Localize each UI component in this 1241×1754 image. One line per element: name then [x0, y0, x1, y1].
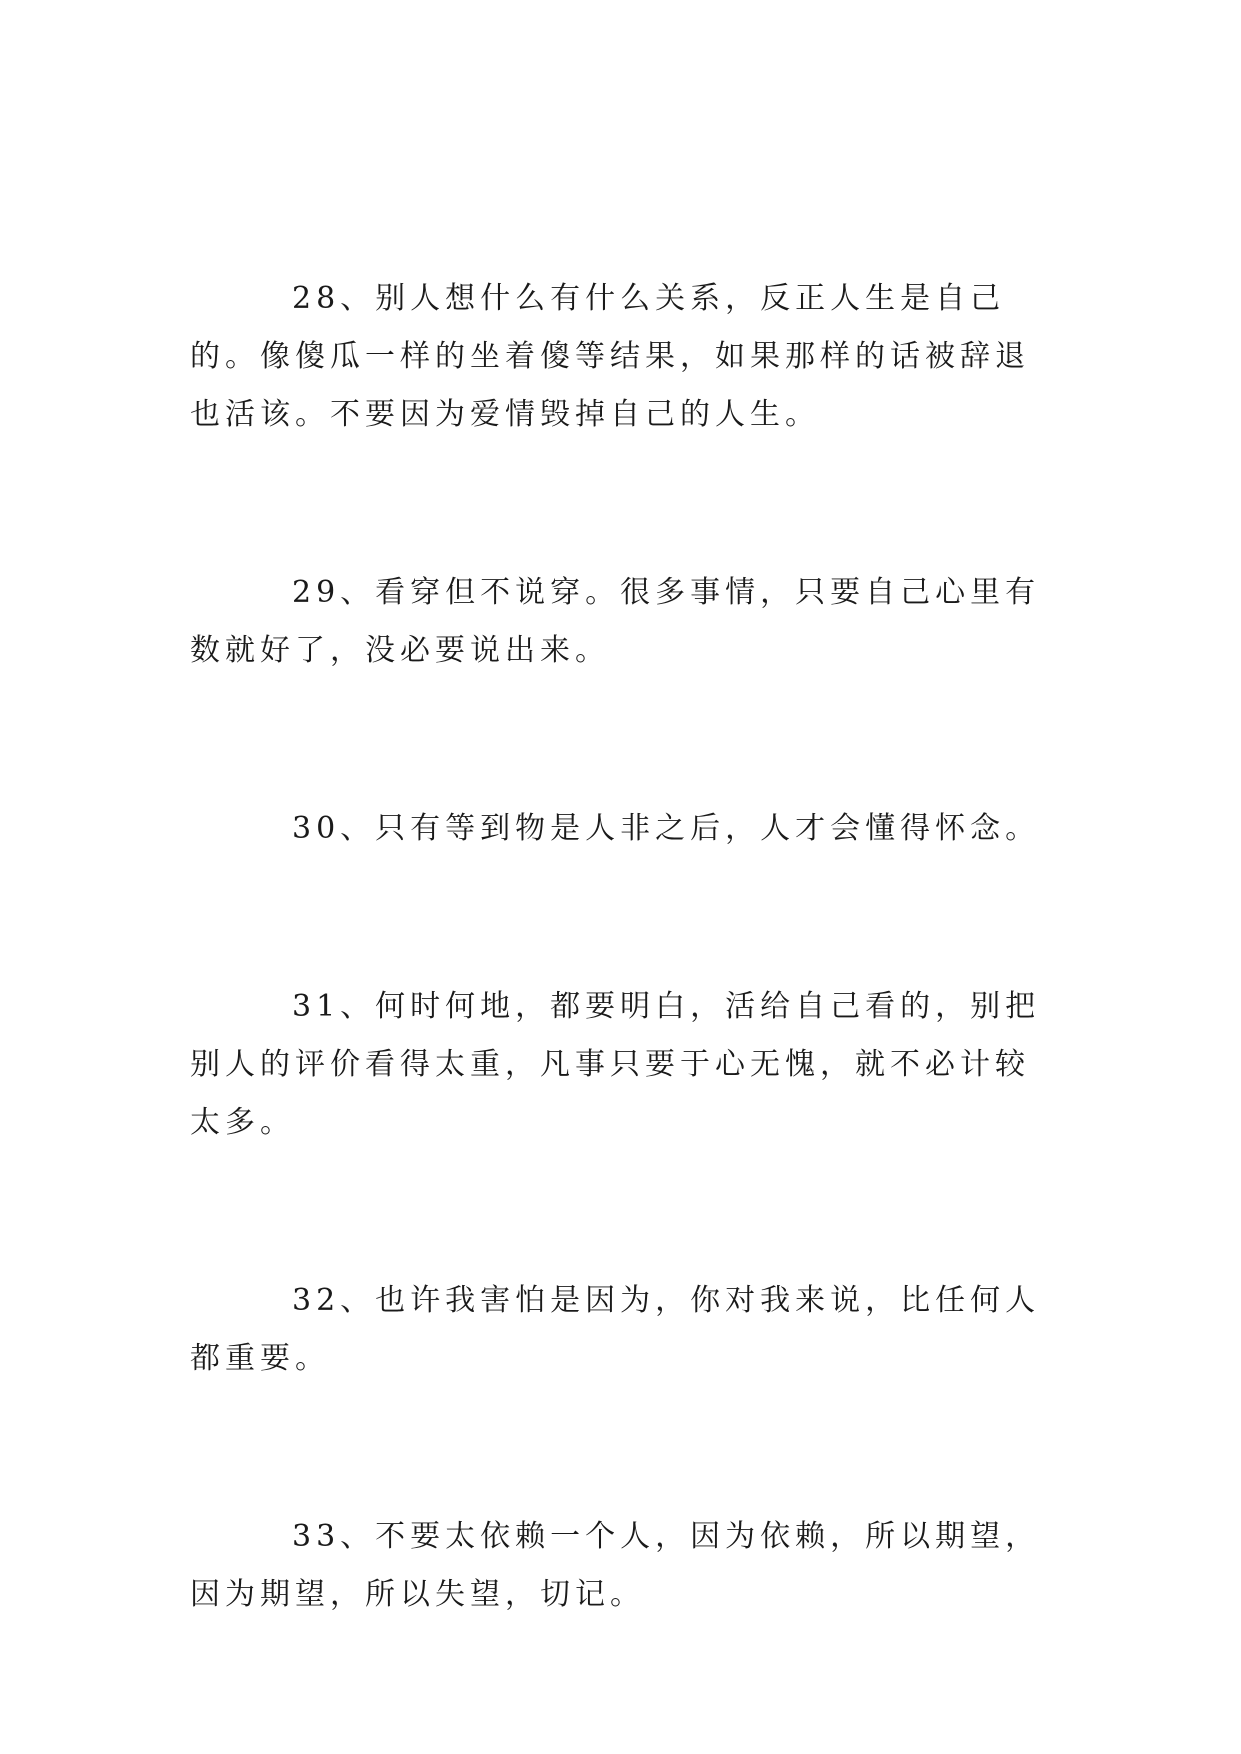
paragraph-29: 29、看穿但不说穿。很多事情，只要自己心里有数就好了，没必要说出来。 — [190, 575, 1041, 668]
paragraph-31: 31、何时何地，都要明白，活给自己看的，别把别人的评价看得太重，凡事只要于心无愧，就不必计较太多。 — [190, 989, 1041, 1140]
paragraph-28: 28、别人想什么有什么关系，反正人生是自己的。像傻瓜一样的坐着傻等结果，如果那样的话被辞退也活该。不要因为爱情毁掉自己的人生。 — [190, 281, 1030, 432]
document-body — [190, 270, 1052, 1624]
paragraph-32: 32、也许我害怕是因为，你对我来说，比任何人都重要。 — [190, 1283, 1041, 1376]
paragraph-30: 30、只有等到物是人非之后，人才会懂得怀念。 — [292, 811, 1041, 846]
paragraph-33: 33、不要太依赖一个人，因为依赖，所以期望，因为期望，所以失望，切记。 — [190, 1519, 1041, 1612]
